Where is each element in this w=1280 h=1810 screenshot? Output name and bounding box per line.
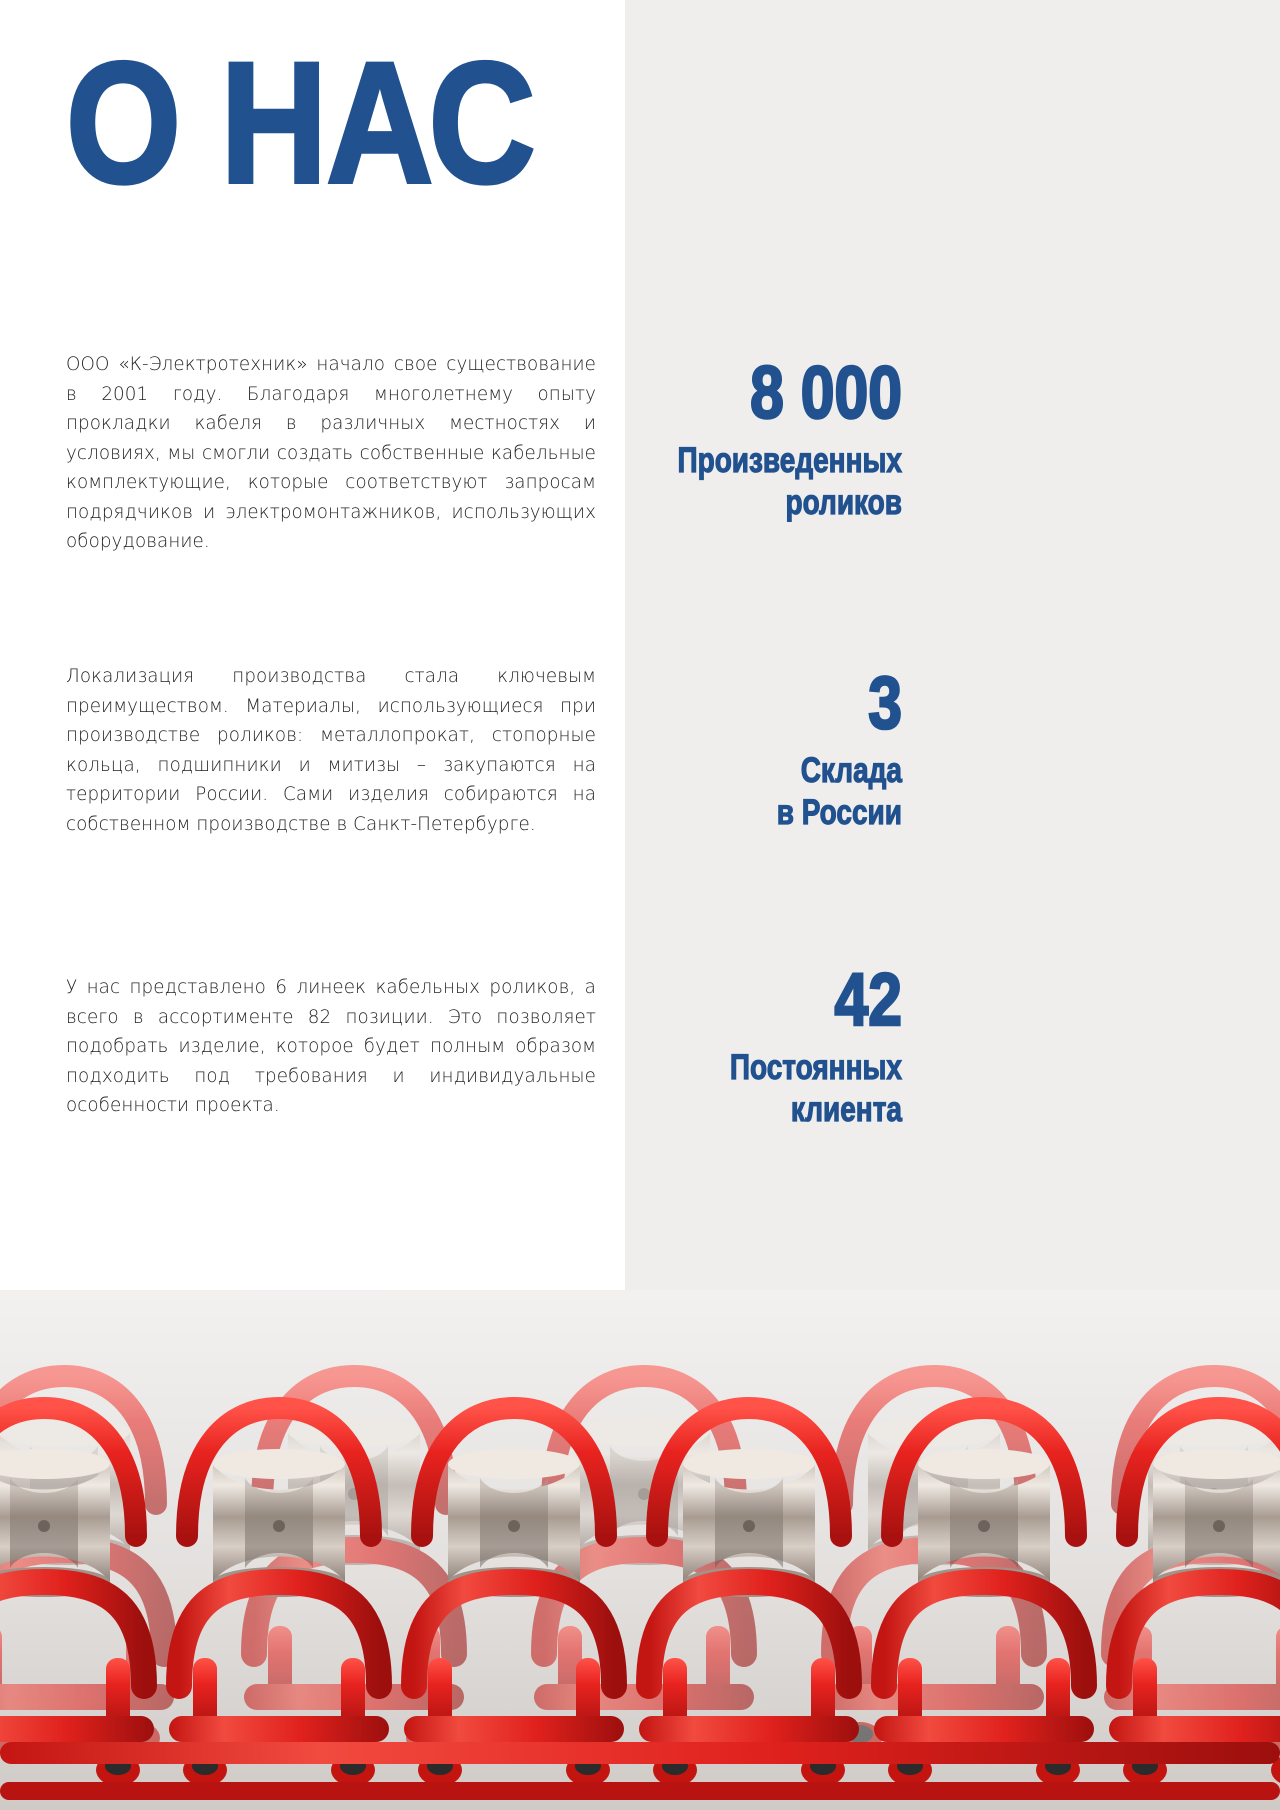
stat-block-warehouses <box>362 661 902 834</box>
stat-label-line1: Произведенных <box>677 441 902 480</box>
about-paragraph-1: ООО «К-Электротехник» начало свое существование в 2001 году. Благодаря многолетнему опыту прокладки кабеля в различных местностях и условиях, мы смогли создать собственные кабельные комплектующие, которые соответствуют запросам подрядчиков и электромонтажников, использующих оборудование. <box>66 354 596 552</box>
stat-block-regular-clients <box>362 958 902 1131</box>
about-paragraph-2: Локализация производства стала ключевым преимуществом. Материалы, использующиеся при производстве роликов: металлопрокат, стопорные кольца, подшипники и митизы – закупаются на территории России. Сами изделия собираются на собственном производстве в Санкт-Петербурге. <box>66 666 596 835</box>
stat-value-produced-rollers: 8 000 <box>750 351 902 434</box>
about-paragraph-3: У нас представлено 6 линеек кабельных роликов, а всего в ассортименте 82 позиции. Это позволяет подобрать изделие, которое будет полным образом подходить под требования и индивидуальные особенности проекта. <box>66 977 596 1116</box>
cable-rollers-photo <box>0 1290 1280 1810</box>
stat-label-line2: клиента <box>790 1090 902 1129</box>
stat-label-line1: Постоянных <box>729 1048 902 1087</box>
page-title: О НАС <box>66 27 535 219</box>
stat-value-regular-clients: 42 <box>834 958 902 1041</box>
stat-label-regular-clients <box>470 1047 902 1131</box>
stat-block-produced-rollers <box>362 351 902 524</box>
stat-label-warehouses <box>470 750 902 834</box>
stat-label-produced-rollers <box>470 440 902 524</box>
stat-value-warehouses: 3 <box>868 661 902 744</box>
stat-label-line2: в России <box>776 793 902 832</box>
stat-label-line1: Склада <box>800 751 902 790</box>
stat-label-line2: роликов <box>785 483 902 522</box>
